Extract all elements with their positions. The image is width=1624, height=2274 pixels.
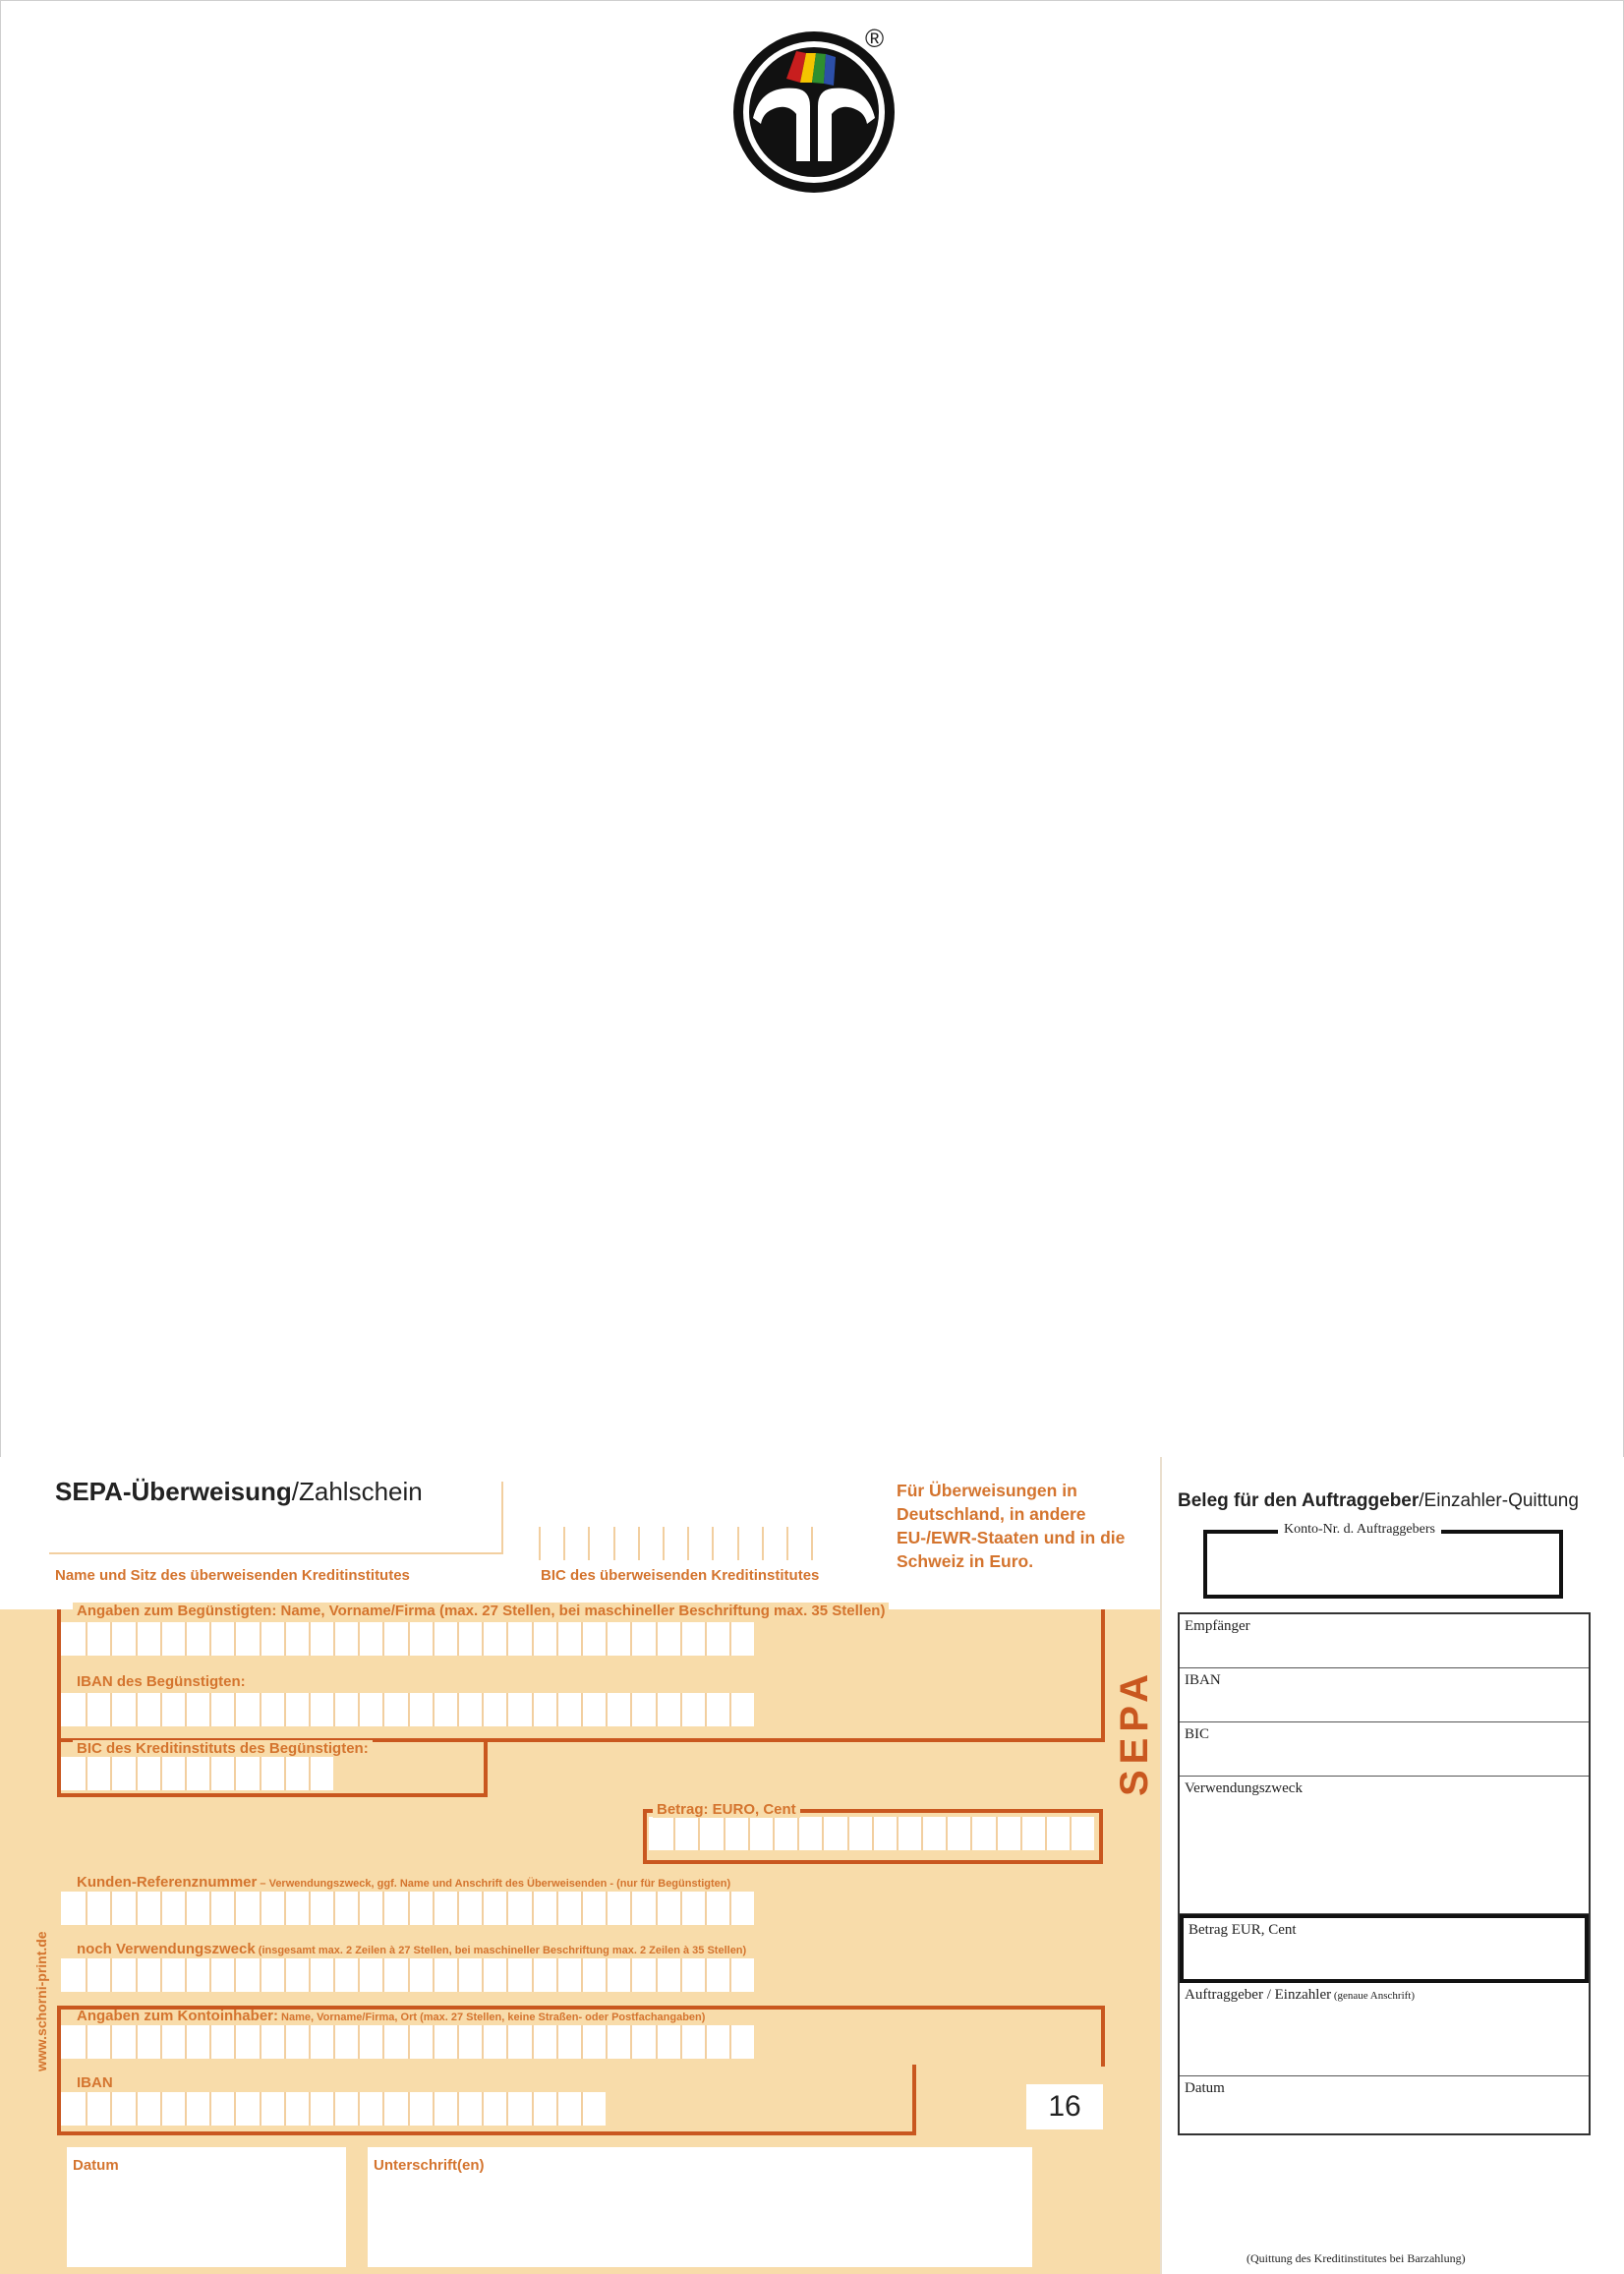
receipt-date-label: Datum	[1185, 2080, 1225, 2096]
transfer-form	[0, 1457, 1160, 2274]
info-text: Für Überweisungen in Deutschland, in andere EU-/EWR-Staaten und in die Schweiz in Euro.	[897, 1481, 1126, 1571]
customer-reference-label: Kunden-Referenznummer – Verwendungszweck, ggf. Name und Anschrift des Überweisenden - (nur für Begünstigten)	[73, 1874, 734, 1891]
sepa-vertical-text: SEPA	[1113, 1668, 1156, 1796]
receipt-amount[interactable]	[1180, 1914, 1589, 1983]
receipt-footer: (Quittung des Kreditinstitutes bei Barzahlung)	[1247, 2251, 1466, 2265]
receipt-amount-label: Betrag EUR, Cent	[1189, 1922, 1297, 1938]
holder-frame	[57, 2006, 1105, 2067]
payer-receipt	[1162, 1457, 1624, 2274]
receipt-payer-label: Auftraggeber / Einzahler (genaue Anschrift)	[1185, 1987, 1416, 2003]
registered-mark: ®	[865, 24, 885, 53]
customer-reference-field[interactable]	[61, 1892, 754, 1925]
account-holder-label: Angaben zum Kontoinhaber: Name, Vorname/Firma, Ort (max. 27 Stellen, keine Straßen- oder Postfachangaben)	[73, 2008, 709, 2024]
receipt-iban[interactable]	[1180, 1668, 1589, 1722]
account-number-label: Konto-Nr. d. Auftraggebers	[1278, 1522, 1441, 1538]
amount-label: Betrag: EURO, Cent	[653, 1801, 800, 1818]
beneficiary-iban-label: IBAN des Begünstigten:	[73, 1673, 250, 1690]
bank-name-label: Name und Sitz des überweisenden Kreditinstitutes	[55, 1567, 410, 1584]
account-holder-iban-label: IBAN	[73, 2074, 117, 2091]
form-code: 16	[1026, 2084, 1103, 2129]
receipt-grid	[1178, 1612, 1591, 2135]
account-number-field[interactable]	[1203, 1522, 1563, 1599]
receipt-bic[interactable]	[1180, 1722, 1589, 1777]
purpose-field[interactable]	[61, 1958, 754, 1992]
receipt-payer[interactable]	[1180, 1983, 1589, 2076]
beneficiary-bic-label: BIC des Kreditinstituts des Begünstigten:	[73, 1740, 373, 1757]
beneficiary-label: Angaben zum Begünstigten: Name, Vorname/Firma (max. 27 Stellen, bei maschineller Beschriftung max. 35 Stellen)	[73, 1603, 889, 1619]
receipt-title: Beleg für den Auftraggeber/Einzahler-Quittung	[1178, 1490, 1579, 1511]
receipt-iban-label: IBAN	[1185, 1672, 1221, 1688]
holder-iban-frame	[57, 2065, 916, 2135]
bank-bic-field[interactable]	[539, 1482, 873, 1560]
printer-url: www.schorni-print.de	[33, 1931, 49, 2071]
bic-frame	[57, 1738, 488, 1797]
sepa-transfer-slip	[0, 1457, 1624, 2274]
receipt-purpose-label: Verwendungszweck	[1185, 1780, 1303, 1796]
receipt-recipient[interactable]	[1180, 1614, 1589, 1668]
receipt-recipient-label: Empfänger	[1185, 1618, 1250, 1634]
receipt-bic-label: BIC	[1185, 1726, 1210, 1742]
signature-label: Unterschrift(en)	[374, 2157, 485, 2174]
purpose-label: noch Verwendungszweck (insgesamt max. 2 Zeilen à 27 Stellen, bei maschineller Beschriftung max. 2 Zeilen à 35 Stellen)	[73, 1941, 750, 1957]
bank-bic-label: BIC des überweisenden Kreditinstitutes	[541, 1567, 820, 1584]
date-label: Datum	[73, 2157, 119, 2174]
receipt-date[interactable]	[1180, 2076, 1589, 2133]
receipt-purpose[interactable]	[1180, 1777, 1589, 1914]
beneficiary-frame	[57, 1609, 1105, 1742]
form-title: SEPA-Überweisung/Zahlschein	[55, 1477, 423, 1506]
